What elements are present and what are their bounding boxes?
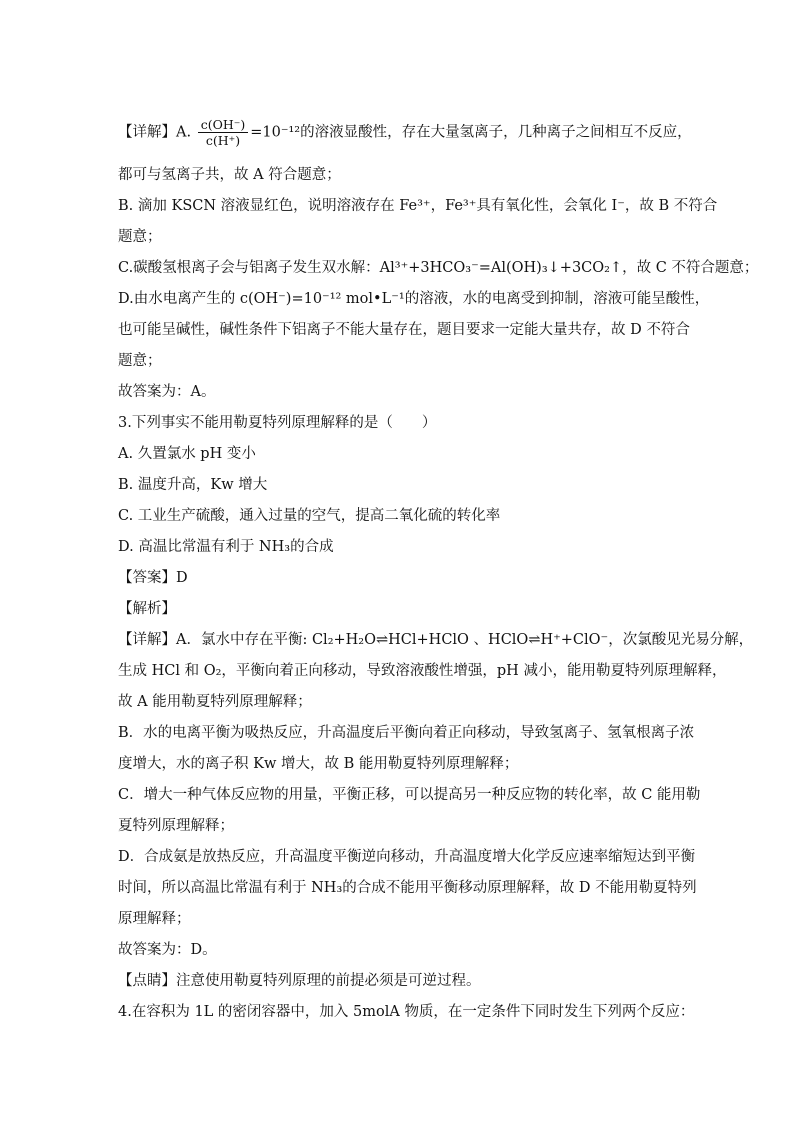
q2-option-b-analysis: B. 滴加 KSCN 溶液显红色，说明溶液存在 Fe³⁺，Fe³⁺具有氧化性，会氧化 I⁻，故 B 不符合: [118, 198, 718, 214]
q3-detail-c-cont: 夏特列原理解释；: [118, 818, 234, 834]
q3-detail-d: D．合成氨是放热反应，升高温度平衡逆向移动，升高温度增大化学反应速率缩短达到平衡: [118, 849, 696, 865]
q3-option-a: A. 久置氯水 pH 变小: [118, 446, 256, 462]
q3-detail-a-end: 故 A 能用勒夏特列原理解释；: [118, 694, 312, 710]
q3-option-d: D. 高温比常温有利于 NH₃的合成: [118, 539, 334, 555]
q4-stem: 4.在容积为 1L 的密闭容器中，加入 5molA 物质，在一定条件下同时发生下列两个反应：: [118, 1004, 695, 1020]
q3-detail-b-cont: 度增大，水的离子积 Kw 增大，故 B 能用勒夏特列原理解释；: [118, 756, 519, 772]
q3-stem: 3.下列事实不能用勒夏特列原理解释的是（ ）: [118, 415, 437, 431]
q2-detail-a-cont: 都可与氢离子共，故 A 符合题意；: [118, 167, 341, 183]
concentration-fraction: [198, 117, 249, 148]
q3-detail-d-end: 原理解释；: [118, 911, 191, 927]
q3-detail-a-cont: 生成 HCl 和 O₂，平衡向着正向移动，导致溶液酸性增强，pH 减小，能用勒夏特列原理解释，: [118, 663, 727, 679]
q3-analysis-label: 【解析】: [118, 601, 176, 617]
q3-detail-b: B．水的电离平衡为吸热反应，升高温度后平衡向着正向移动，导致氢离子、氢氧根离子浓: [118, 725, 695, 741]
q3-option-c: C. 工业生产硫酸，通入过量的空气，提高二氧化硫的转化率: [118, 508, 501, 524]
q2-detail-a-rest: =10⁻¹²的溶液显酸性，存在大量氢离子，几种离子之间相互不反应，: [250, 124, 692, 141]
q3-final-answer: 故答案为：D。: [118, 942, 217, 958]
q3-detail-c: C．增大一种气体反应物的用量，平衡正移，可以提高另一种反应物的转化率，故 C 能用勒: [118, 787, 701, 803]
q2-option-d-analysis: D.由水电离产生的 c(OH⁻)=10⁻¹² mol•L⁻¹的溶液，水的电离受到抑制，溶液可能呈酸性，: [118, 291, 710, 307]
q2-detail-a-prefix: 【详解】A.: [118, 124, 196, 141]
q2-final-answer: 故答案为：A。: [118, 384, 216, 400]
q2-option-d-analysis-cont: 也可能呈碱性，碱性条件下铝离子不能大量存在，题目要求一定能大量共存，故 D 不符合: [118, 322, 690, 338]
q2-option-d-analysis-end: 题意；: [118, 353, 162, 369]
q3-option-b: B. 温度升高，Kw 增大: [118, 477, 268, 493]
q2-option-c-analysis: C.碳酸氢根离子会与铝离子发生双水解：Al³⁺+3HCO₃⁻=Al(OH)₃↓+3CO₂↑，故 C 不符合题意；: [118, 260, 759, 276]
q3-detail-a: 【详解】A．氯水中存在平衡: Cl₂+H₂O⇌HCl+HClO 、HClO⇌H⁺+ClO⁻，次氯酸见光易分解，: [118, 632, 754, 648]
q3-answer-label: 【答案】D: [118, 570, 188, 586]
q3-tip: 【点睛】注意使用勒夏特列原理的前提必须是可逆过程。: [118, 973, 481, 989]
q2-option-b-analysis-cont: 题意；: [118, 229, 162, 245]
fraction-denominator: c(H⁺): [205, 133, 241, 148]
q3-detail-d-cont: 时间，所以高温比常温有利于 NH₃的合成不能用平衡移动原理解释，故 D 不能用勒夏特列: [118, 880, 697, 896]
fraction-numerator: c(OH⁻): [198, 117, 249, 133]
q2-detail-a-line: [118, 117, 692, 148]
